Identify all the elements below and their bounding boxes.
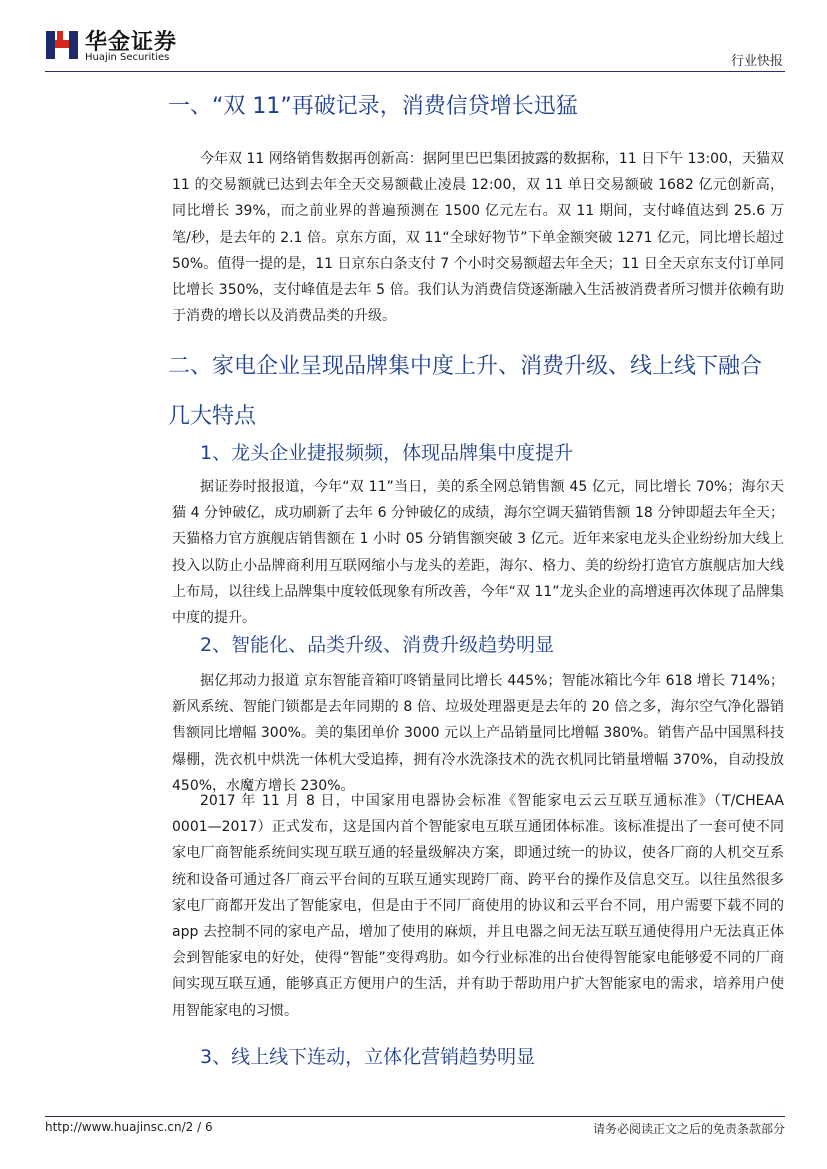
paragraph-brand-concentration: 据证券时报报道，今年“双 11”当日，美的系全网总销售额 45 亿元，同比增长 70%；海尔天猫 4 分钟破亿，成功刷新了去年 6 分钟破亿的成绩，海尔空调天猫销售额 18 分钟即超去年全天；天猫格力官方旗舰店销售额在 1 小时 05 分销售额突破 3 亿元。近年来家电龙头企业纷纷加大线上投入以防止小品牌商利用互联网缩小与龙头的差距，海尔、格力、美的纷纷打造官方旗舰店加大线上布局，以往线上品牌集中度较低现象有所改善，今年“双 11”龙头企业的高增速再次体现了品牌集中度的提升。	[172, 479, 784, 627]
paragraph-smart-upgrade: 据亿邦动力报道 京东智能音箱叮咚销量同比增长 445%；智能冰箱比今年 618 增长 714%；新风系统、智能门锁都是去年同期的 8 倍、垃圾处理器更是去年的 20 倍之多，海尔空气净化器销售额同比增幅 300%。美的集团单价 3000 元以上产品销量同比增幅 380%。销售产品中国黑科技爆棚，洗衣机中烘洗一体机大受追捧，拥有冷水洗涤技术的洗衣机同比销量增幅 370%，自动投放 450%，水魔方增长 230%。	[172, 673, 784, 794]
huajin-logo-icon	[45, 28, 79, 62]
footer-url: http://www.huajinsc.cn/2 / 6	[45, 1120, 213, 1134]
section-title-1: 一、“双 11”再破记录，消费信贷增长迅猛	[168, 94, 578, 119]
report-type-label: 行业快报	[730, 54, 783, 69]
subsection-title-3: 3、线上线下连动，立体化营销趋势明显	[200, 1046, 536, 1068]
brand-name-en: Huajin Securities	[85, 52, 170, 63]
footer-disclaimer: 请务必阅读正文之后的免责条款部分	[592, 1122, 785, 1136]
subsection-title-1: 1、龙头企业捷报频频，体现品牌集中度提升	[200, 442, 574, 464]
header-divider	[45, 71, 785, 72]
footer-divider	[45, 1116, 785, 1117]
section-title-2-line1: 二、家电企业呈现品牌集中度上升、消费升级、线上线下融合	[168, 354, 763, 379]
paragraph-interop-standard: 2017 年 11 月 8 日，中国家用电器协会标准《智能家电云云互联互通标准》（T/CHEAA 0001—2017）正式发布，这是国内首个智能家电互联互通团体标准。该标准提出了一套可使不同家电厂商智能系统间实现互联互通的轻量级解决方案，即通过统一的协议，使各厂商的人机交互系统和设备可通过各厂商云平台间的互联互通实现跨厂商、跨平台的操作及信息交互。以往虽然很多家电厂商都开发出了智能家电，但是由于不同厂商使用的协议和云平台不同，用户需要下载不同的 app 去控制不同的家电产品，增加了使用的麻烦，并且电器之间无法互联互通使得用户无法真正体会到智能家电的好处，使得“智能”变得鸡肋。如今行业标准的出台使得智能家电能够爱不同的厂商间实现互联互通，能够真正方便用户的生活，并有助于帮助用户扩大智能家电的需求，培养用户使用智能家电的习惯。	[172, 793, 784, 1019]
brand-name-cn: 华金证券	[85, 30, 178, 55]
subsection-title-2: 2、智能化、品类升级、消费升级趋势明显	[200, 634, 555, 656]
section-title-2	[168, 342, 762, 442]
section-title-2-line2: 几大特点	[168, 404, 257, 429]
page-header	[45, 24, 785, 70]
paragraph-double11: 今年双 11 网络销售数据再创新高：据阿里巴巴集团披露的数据称，11 日下午 13:00，天猫双 11 的交易额就已达到去年全天交易额截止凌晨 12:00，双 11 单日交易额破 1682 亿元创新高，同比增长 39%，而之前业界的普遍预测在 1500 亿元左右。双 11 期间，支付峰值达到 25.6 万笔/秒，是去年的 2.1 倍。京东方面，双 11“全球好物节”下单金额突破 1271 亿元，同比增长超过 50%。值得一提的是，11 日京东白条支付 7 个小时交易额超去年全天；11 日全天京东支付订单同比增长 350%，支付峰值是去年 5 倍。我们认为消费信贷逐渐融入生活被消费者所习惯并依赖有助于消费的增长以及消费品类的升级。	[172, 151, 784, 325]
